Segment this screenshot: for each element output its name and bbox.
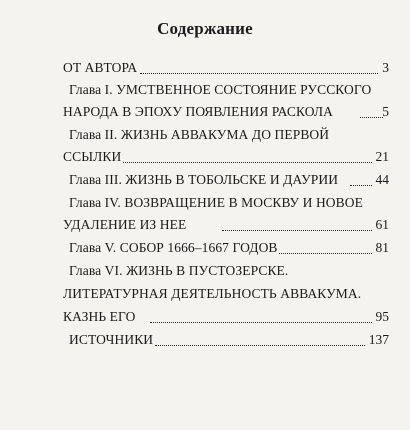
dot-leader: [350, 185, 372, 186]
toc-entry-chapter-3-line-1: [0, 169, 410, 191]
toc-entry-sources-line-1: [0, 329, 410, 351]
toc-entry-text: Глава V. СОБОР 1666–1667 ГОДОВ: [69, 237, 279, 259]
toc-entry-text: Глава VI. ЖИЗНЬ В ПУСТОЗЕРСКЕ.: [69, 260, 289, 282]
toc-entry-chapter-4-line-2: [0, 214, 410, 236]
toc-entry-text: Глава I. УМСТВЕННОЕ СОСТОЯНИЕ РУССКОГО: [69, 79, 372, 101]
toc-entry-chapter-6-line-2: [0, 283, 410, 305]
toc-entry-text: ИСТОЧНИКИ: [69, 329, 154, 351]
toc-entry-chapter-1-line-1: [0, 79, 410, 101]
toc-entry-text: УДАЛЕНИЕ ИЗ НЕЕ: [63, 214, 187, 236]
toc-entry-author-line-1: [0, 57, 410, 79]
dot-leader: [222, 230, 372, 231]
toc-entry-text: КАЗНЬ ЕГО: [63, 306, 136, 328]
toc-page-number: 3: [382, 60, 389, 75]
dot-leader: [360, 117, 383, 118]
dot-leader: [123, 162, 372, 163]
toc-entry-text: ЛИТЕРАТУРНАЯ ДЕЯТЕЛЬНОСТЬ АВВАКУМА.: [63, 283, 362, 305]
toc-entry-chapter-2-line-2: [0, 146, 410, 168]
toc-title: Содержание: [157, 19, 253, 38]
toc-entry-chapter-6-line-3: [0, 306, 410, 328]
toc-page-number: 95: [375, 309, 389, 324]
toc-entry-text: Глава IV. ВОЗВРАЩЕНИЕ В МОСКВУ И НОВОЕ: [69, 192, 364, 214]
toc-entry-text: НАРОДА В ЭПОХУ ПОЯВЛЕНИЯ РАСКОЛА: [63, 101, 334, 123]
toc-entry-text: ОТ АВТОРА: [63, 57, 138, 79]
toc-page-number: 61: [375, 217, 389, 232]
dot-leader: [140, 73, 378, 74]
dot-leader: [275, 253, 372, 254]
toc-page-number: 81: [375, 240, 389, 255]
dot-leader: [155, 345, 365, 346]
toc-page-number: 137: [368, 332, 389, 347]
toc-entry-text: Глава II. ЖИЗНЬ АВВАКУМА ДО ПЕРВОЙ: [69, 124, 330, 146]
toc-entry-chapter-1-line-2: [0, 101, 410, 123]
dot-leader: [150, 322, 372, 323]
toc-entry-text: ССЫЛКИ: [63, 146, 122, 168]
toc-entry-chapter-5-line-1: [0, 237, 410, 259]
toc-entry-text: Глава III. ЖИЗНЬ В ТОБОЛЬСКЕ И ДАУРИИ: [69, 169, 339, 191]
toc-page-number: 44: [375, 172, 389, 187]
toc-entry-chapter-6-line-1: [0, 260, 410, 282]
toc-entry-chapter-4-line-1: [0, 192, 410, 214]
toc-page-number: 21: [375, 149, 389, 164]
toc-entry-chapter-2-line-1: [0, 124, 410, 146]
toc-page-number: 5: [382, 104, 389, 119]
